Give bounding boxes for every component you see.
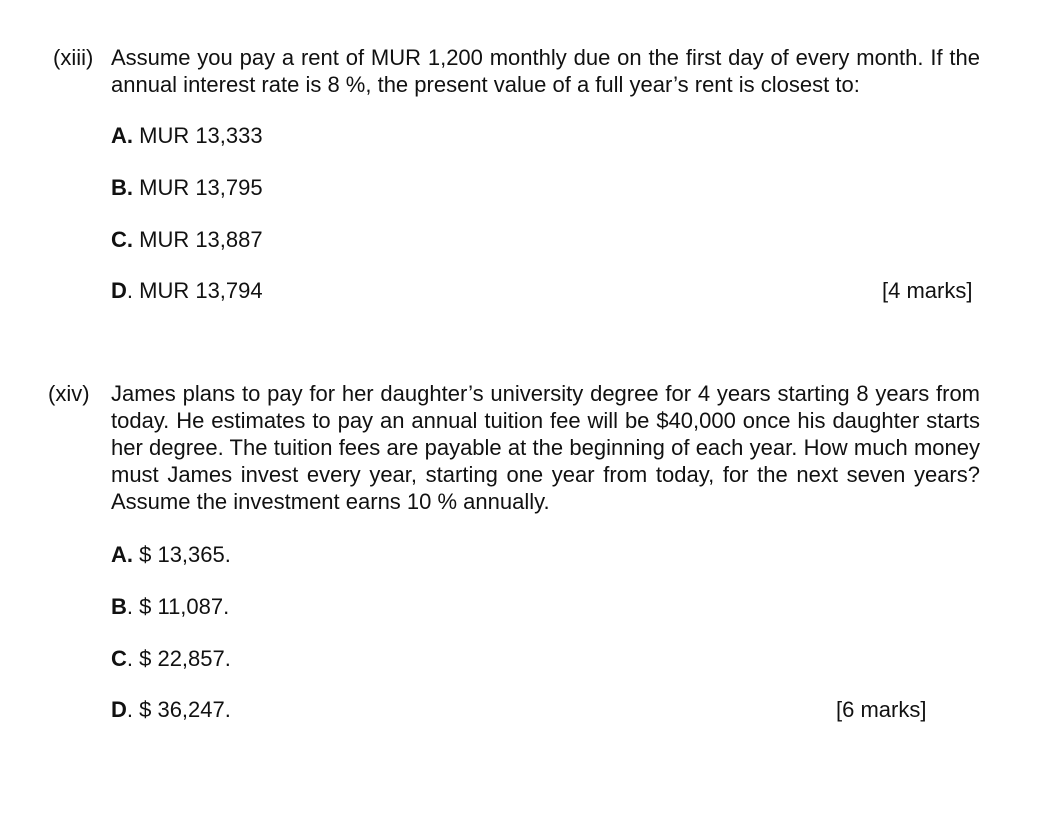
option-letter: B [111, 594, 127, 619]
option-letter: D [111, 697, 127, 722]
option-c [111, 645, 231, 672]
question-number: (xiv) [48, 381, 90, 406]
question-text: James plans to pay for her daughter’s university degree for 4 years starting 8 years from today. He estimates to pay an annual tuition fee will be $40,000 once his daughter starts her degree. The tuition fees are payable at the beginning of each year. How much money must James invest every year, starting one year from today, for the next seven years? Assume the investment earns 10 % annually. [111, 381, 980, 514]
option-text: . $ 22,857. [126, 646, 231, 671]
option-d [111, 277, 263, 304]
option-text: MUR 13,333 [133, 123, 263, 148]
option-letter: A. [111, 123, 133, 148]
marks-label: [6 marks] [836, 697, 927, 722]
option-c [111, 226, 263, 253]
option-letter: C. [111, 227, 133, 252]
option-a [111, 122, 263, 149]
option-text: . $ 11,087. [126, 594, 230, 619]
question-number: (xiii) [53, 45, 94, 70]
option-letter: C [111, 646, 127, 671]
marks-label: [4 marks] [882, 278, 973, 303]
option-text: $ 13,365. [133, 542, 231, 567]
question-text: Assume you pay a rent of MUR 1,200 monthly due on the first day of every month. If the annual interest rate is 8 %, the present value of a full year’s rent is closest to: [111, 45, 980, 97]
option-letter: D [111, 278, 127, 303]
option-d [111, 696, 231, 723]
option-text: MUR 13,887 [133, 227, 263, 252]
option-text: . MUR 13,794 [126, 278, 263, 303]
option-letter: A. [111, 542, 133, 567]
option-letter: B. [111, 175, 133, 200]
option-text: . $ 36,247. [126, 697, 231, 722]
option-b [111, 593, 229, 620]
option-text: MUR 13,795 [133, 175, 263, 200]
option-b [111, 174, 263, 201]
option-a [111, 541, 231, 568]
